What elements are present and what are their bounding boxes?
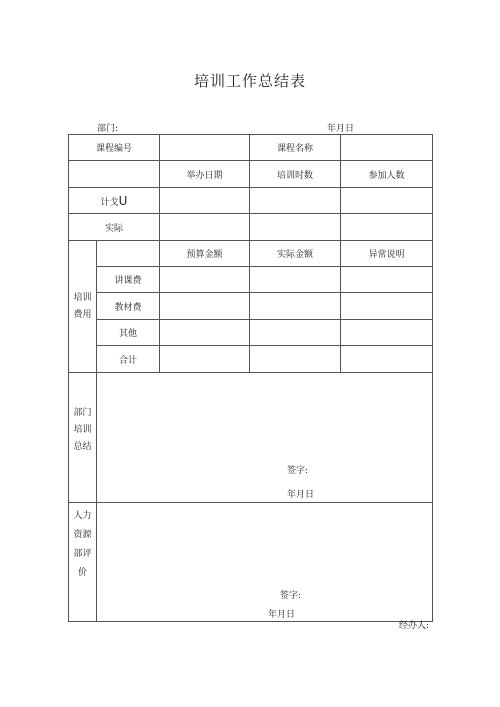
fee-label: 培训费用 — [73, 292, 92, 320]
table-row — [69, 188, 433, 214]
fee-blank-header — [97, 241, 160, 267]
actual-hours-cell[interactable] — [250, 214, 341, 241]
plan-label-suffix: U — [118, 193, 128, 208]
actual-date-cell[interactable] — [160, 214, 250, 241]
hr-sign-date: 年月日 — [268, 610, 296, 620]
table-row — [69, 135, 433, 161]
table-row — [69, 241, 433, 267]
fee-cell[interactable] — [160, 320, 250, 346]
hold-date-header: 举办日期 — [160, 161, 250, 188]
dept-summary-label: 部门培训总结 — [73, 408, 92, 452]
fee-cell[interactable] — [160, 267, 250, 293]
dept-summary-label-cell — [69, 373, 97, 503]
plan-participants-cell[interactable] — [341, 188, 433, 214]
fee-cell[interactable] — [341, 320, 433, 346]
fee-label-cell — [69, 241, 97, 373]
course-name-value[interactable] — [341, 135, 433, 161]
dept-label: 部门: — [97, 124, 119, 134]
anomaly-header: 异常说明 — [341, 241, 433, 267]
hr-sign-label: 签字: — [280, 591, 302, 601]
course-no-value[interactable] — [160, 135, 250, 161]
fee-cell[interactable] — [250, 320, 341, 346]
table-row — [69, 161, 433, 188]
blank-header-cell — [69, 161, 160, 188]
fee-row-label: 其他 — [97, 320, 160, 346]
handler-label: 经办人: — [399, 621, 430, 631]
hr-eval-area[interactable] — [97, 503, 433, 622]
hr-eval-label: 人力资源部评价 — [73, 511, 92, 578]
course-no-label: 课程编号 — [69, 135, 160, 161]
page-title: 培训工作总结表 — [193, 72, 306, 90]
fee-cell[interactable] — [250, 346, 341, 373]
table-row — [69, 503, 433, 622]
actual-label: 实际 — [69, 214, 160, 241]
actual-participants-cell[interactable] — [341, 214, 433, 241]
table-row — [69, 373, 433, 503]
participants-header: 参加人数 — [341, 161, 433, 188]
hr-eval-label-cell — [69, 503, 97, 622]
table-row — [69, 320, 433, 346]
dept-summary-area[interactable] — [97, 373, 433, 503]
training-summary-table — [68, 134, 433, 622]
date-label: 年月日 — [327, 124, 355, 134]
table-row — [69, 293, 433, 320]
fee-row-label: 讲课费 — [97, 267, 160, 293]
plan-label-text: 计戈 — [100, 197, 119, 208]
plan-date-cell[interactable] — [160, 188, 250, 214]
table-row — [69, 346, 433, 373]
fee-cell[interactable] — [250, 293, 341, 320]
fee-cell[interactable] — [250, 267, 341, 293]
dept-sign-label: 签字: — [287, 466, 309, 476]
plan-hours-cell[interactable] — [250, 188, 341, 214]
fee-row-label: 教材费 — [97, 293, 160, 320]
course-name-label: 课程名称 — [250, 135, 341, 161]
fee-row-label: 合计 — [97, 346, 160, 373]
table-row — [69, 267, 433, 293]
dept-sign-date: 年月日 — [287, 490, 315, 500]
table-row — [69, 214, 433, 241]
fee-cell[interactable] — [341, 293, 433, 320]
fee-cell[interactable] — [160, 346, 250, 373]
hours-header: 培训时数 — [250, 161, 341, 188]
fee-cell[interactable] — [341, 267, 433, 293]
fee-cell[interactable] — [341, 346, 433, 373]
budget-header: 预算金额 — [160, 241, 250, 267]
plan-label — [69, 188, 160, 214]
fee-cell[interactable] — [160, 293, 250, 320]
actual-amount-header: 实际金额 — [250, 241, 341, 267]
